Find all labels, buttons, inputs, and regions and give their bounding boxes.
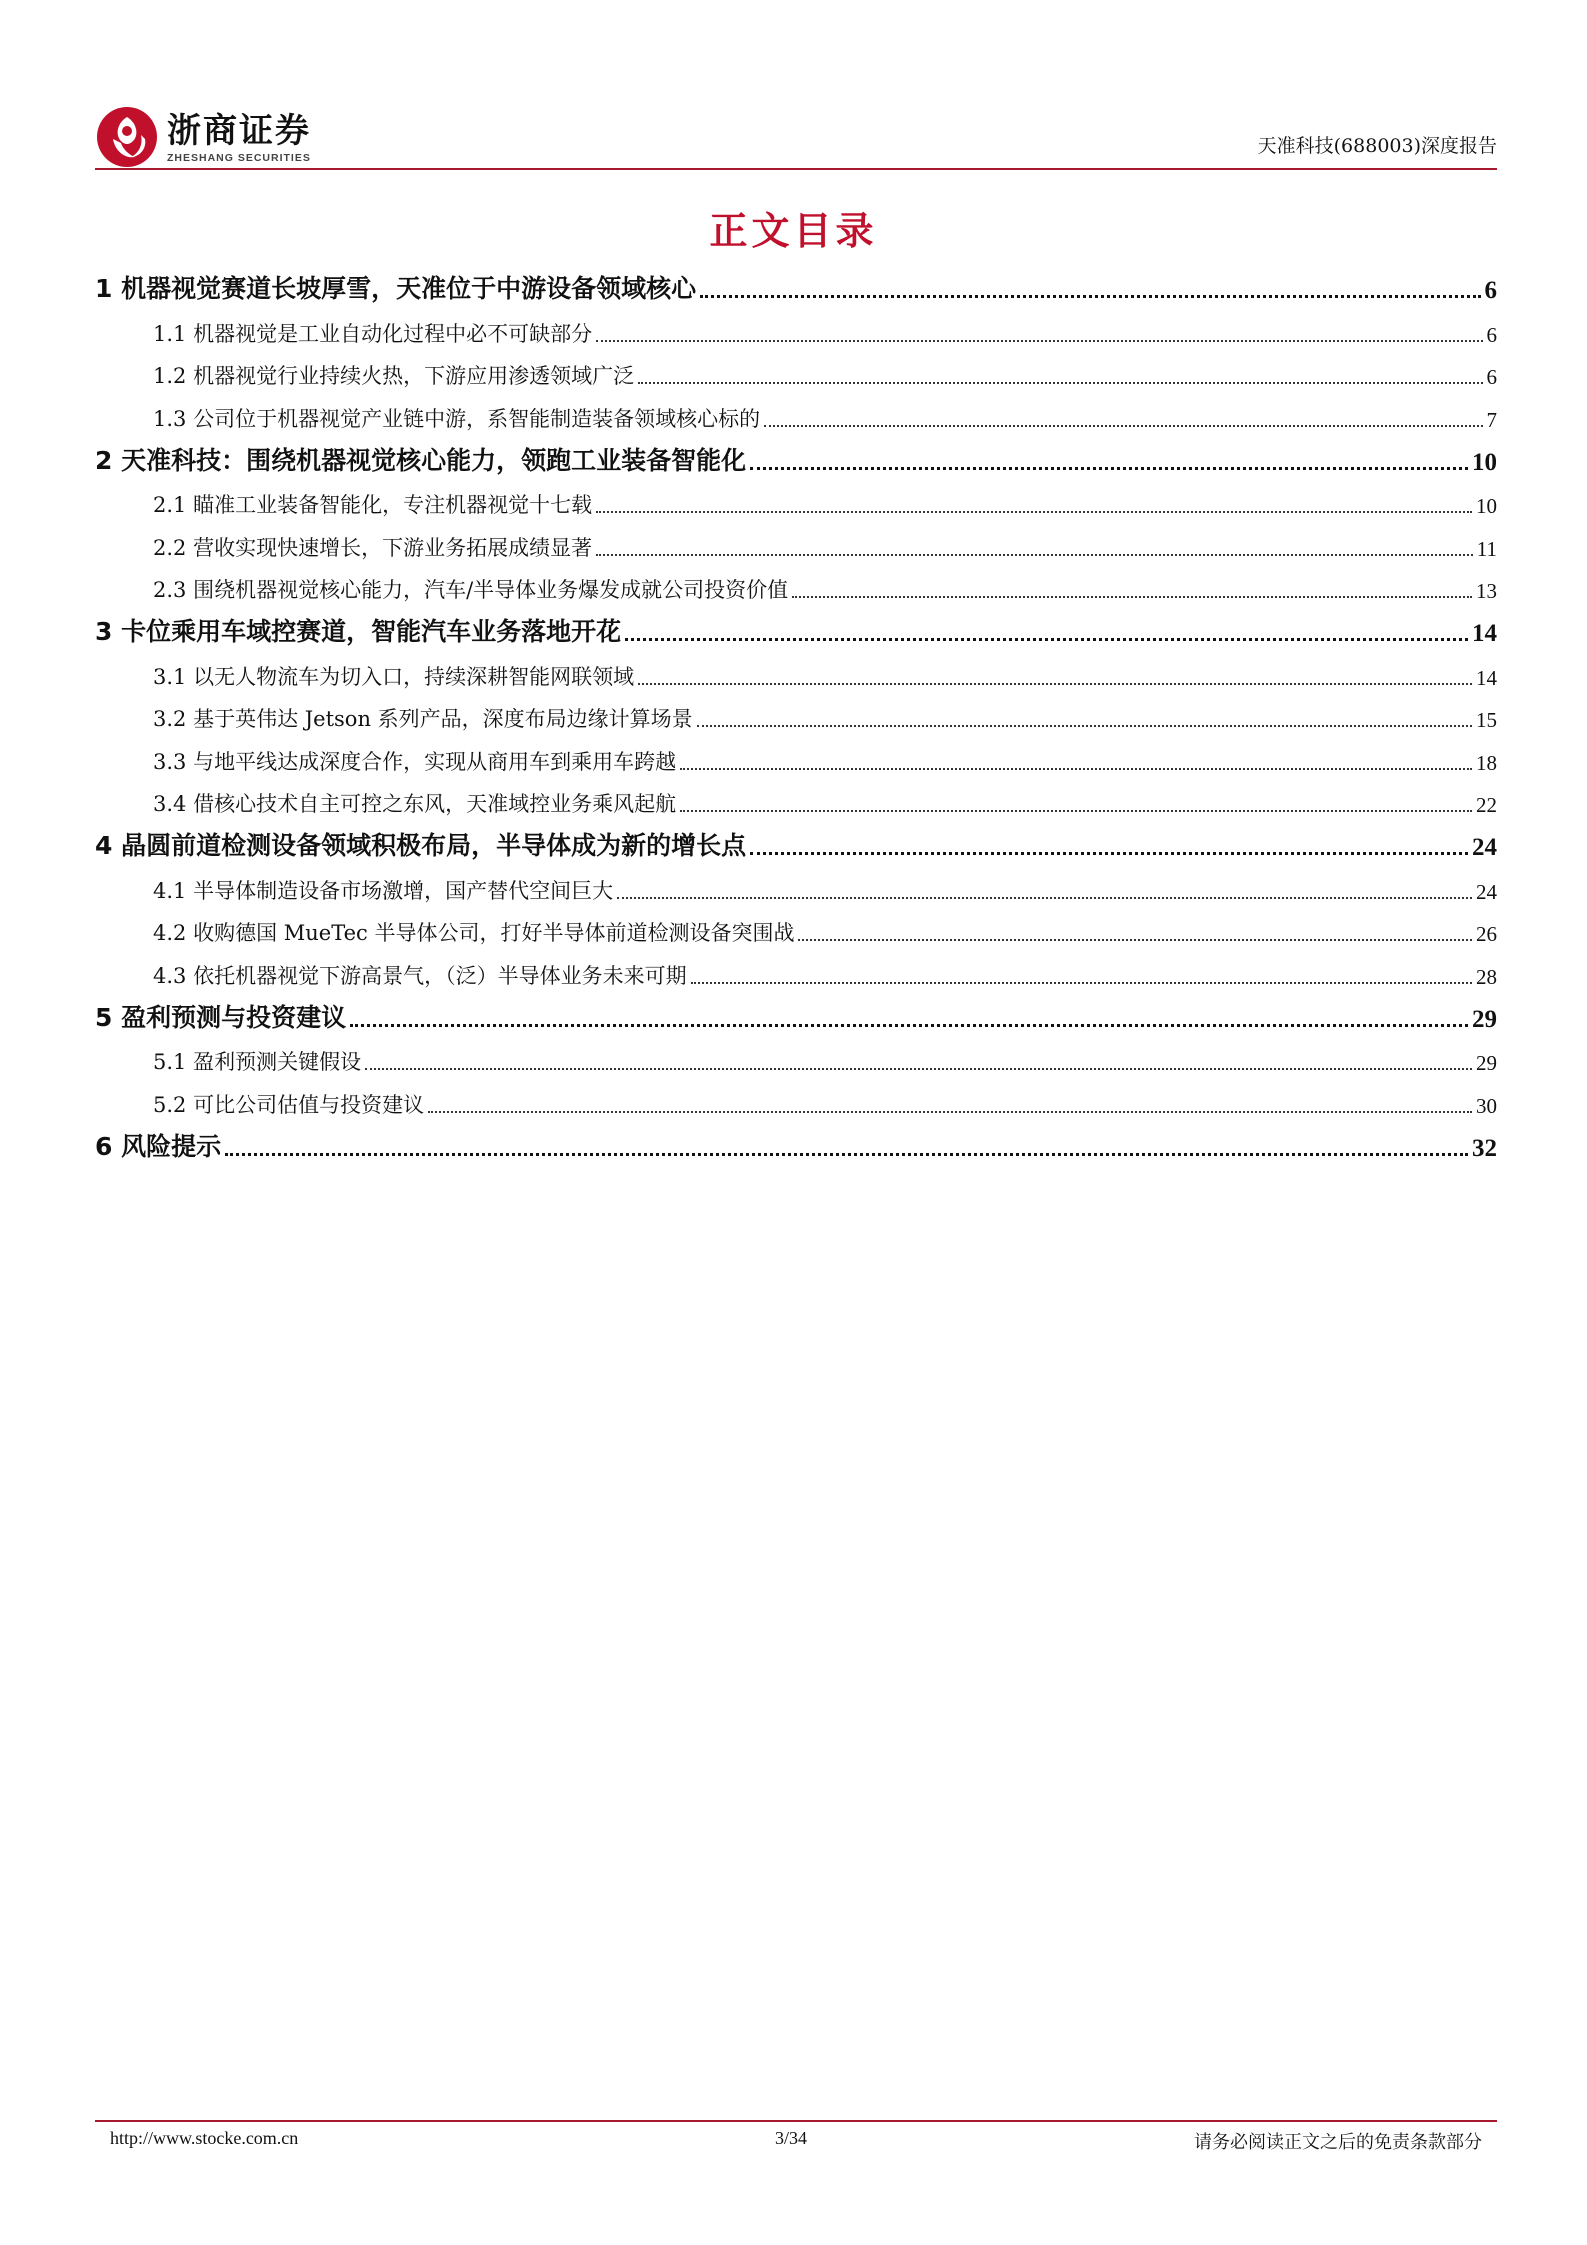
toc-entry-title: 6 风险提示 (95, 1131, 222, 1161)
toc-entry-page: 30 (1476, 1093, 1497, 1118)
toc-entry-page: 28 (1476, 964, 1497, 989)
toc-entry-title: 3 卡位乘用车域控赛道，智能汽车业务落地开花 (95, 617, 622, 646)
toc-entry-title: 3.2 基于英伟达 Jetson 系列产品，深度布局边缘计算场景 (153, 707, 693, 731)
toc-entry-page: 13 (1476, 579, 1497, 603)
toc-section-entry[interactable] (95, 352, 1497, 395)
toc-entry-title: 2.2 营收实现快速增长，下游业务拓展成绩显著 (153, 535, 593, 560)
toc-entry-page: 29 (1472, 1005, 1497, 1033)
toc-section-entry[interactable] (95, 394, 1497, 437)
toc-entry-title: 5.1 盈利预测关键假设 (153, 1050, 362, 1074)
toc-entry-page: 26 (1476, 922, 1497, 946)
toc-entry-title: 1 机器视觉赛道长坡厚雪，天准位于中游设备领域核心 (95, 274, 697, 303)
toc-dot-leader (764, 425, 1482, 427)
toc-section-entry[interactable] (95, 866, 1497, 909)
toc-dot-leader (428, 1111, 1472, 1113)
toc-entry-title: 2.1 瞄准工业装备智能化，专注机器视觉十七载 (153, 493, 593, 517)
header-divider (95, 168, 1497, 170)
footer-divider (95, 2120, 1497, 2122)
toc-dot-leader (617, 897, 1472, 899)
toc-section-entry[interactable] (95, 566, 1497, 609)
toc-dot-leader (350, 1024, 1468, 1027)
toc-section-entry[interactable] (95, 951, 1497, 994)
toc-dot-leader (680, 768, 1472, 770)
toc-entry-page: 32 (1472, 1134, 1497, 1162)
toc-dot-leader (750, 467, 1468, 470)
toc-entry-page: 6 (1486, 365, 1497, 389)
toc-entry-title: 1.3 公司位于机器视觉产业链中游，系智能制造装备领域核心标的 (153, 406, 761, 431)
toc-dot-leader (700, 295, 1480, 298)
toc-entry-page: 7 (1486, 407, 1497, 432)
toc-section-entry[interactable] (95, 737, 1497, 780)
toc-dot-leader (596, 340, 1482, 342)
toc-chapter-entry[interactable] (95, 822, 1497, 866)
toc-entry-page: 10 (1476, 494, 1497, 518)
toc-entry-page: 18 (1476, 750, 1497, 775)
toc-section-entry[interactable] (95, 523, 1497, 566)
toc-dot-leader (625, 638, 1468, 641)
page-number: 3/34 (775, 2128, 808, 2148)
footer-url[interactable]: http://www.stocke.com.cn (110, 2128, 299, 2148)
toc-chapter-entry[interactable] (95, 437, 1497, 481)
toc-entry-title: 2 天准科技：围绕机器视觉核心能力，领跑工业装备智能化 (95, 445, 747, 475)
logo-chinese-name: 浙商证券 (167, 110, 311, 151)
toc-entry-title: 5.2 可比公司估值与投资建议 (153, 1092, 425, 1117)
zheshang-logo-icon (95, 105, 159, 169)
toc-entry-page: 24 (1476, 879, 1497, 904)
toc-dot-leader (798, 939, 1472, 941)
toc-chapter-entry[interactable] (95, 994, 1497, 1038)
toc-chapter-entry[interactable] (95, 608, 1497, 652)
footer-disclaimer: 请务必阅读正文之后的免责条款部分 (1194, 2132, 1482, 2153)
toc-dot-leader (680, 810, 1472, 812)
toc-entry-title: 4.1 半导体制造设备市场激增，国产替代空间巨大 (153, 878, 614, 903)
toc-entry-title: 3.4 借核心技术自主可控之东风，天准域控业务乘风起航 (153, 792, 677, 816)
toc-dot-leader (691, 982, 1472, 984)
toc-entry-title: 1.2 机器视觉行业持续火热，下游应用渗透领域广泛 (153, 364, 635, 388)
toc-dot-leader (225, 1153, 1468, 1156)
company-logo (95, 105, 311, 169)
toc-entry-page: 24 (1472, 834, 1497, 861)
page-footer (95, 2128, 1497, 2158)
toc-section-entry[interactable] (95, 695, 1497, 738)
toc-section-entry[interactable] (95, 652, 1497, 695)
report-tag: 天准科技(688003)深度报告 (1257, 135, 1497, 157)
toc-entry-title: 3.1 以无人物流车为切入口，持续深耕智能网联领域 (153, 664, 635, 689)
toc-entry-page: 11 (1476, 536, 1497, 561)
toc-dot-leader (638, 683, 1472, 685)
toc-entry-title: 4.3 依托机器视觉下游高景气，（泛）半导体业务未来可期 (153, 963, 687, 988)
toc-entry-page: 6 (1484, 277, 1497, 304)
toc-section-entry[interactable] (95, 309, 1497, 352)
toc-entry-title: 2.3 围绕机器视觉核心能力，汽车/半导体业务爆发成就公司投资价值 (153, 578, 789, 602)
toc-dot-leader (750, 852, 1468, 855)
toc-entry-page: 6 (1486, 322, 1497, 347)
toc-chapter-entry[interactable] (95, 265, 1497, 309)
toc-section-entry[interactable] (95, 481, 1497, 524)
toc-section-entry[interactable] (95, 909, 1497, 952)
toc-dot-leader (365, 1068, 1472, 1070)
toc-entry-title: 4.2 收购德国 MueTec 半导体公司，打好半导体前道检测设备突围战 (153, 921, 795, 945)
toc-entry-title: 5 盈利预测与投资建议 (95, 1002, 347, 1032)
toc-entry-title: 4 晶圆前道检测设备领域积极布局，半导体成为新的增长点 (95, 831, 747, 860)
toc-section-entry[interactable] (95, 780, 1497, 823)
toc-chapter-entry[interactable] (95, 1123, 1497, 1167)
toc-dot-leader (697, 725, 1472, 727)
toc-entry-title: 1.1 机器视觉是工业自动化过程中必不可缺部分 (153, 321, 593, 346)
toc-section-entry[interactable] (95, 1080, 1497, 1123)
toc-dot-leader (596, 554, 1473, 556)
page-header (95, 95, 1497, 170)
toc-entry-page: 15 (1476, 708, 1497, 732)
toc-dot-leader (792, 596, 1472, 598)
toc-entry-page: 29 (1476, 1051, 1497, 1075)
toc-entry-page: 14 (1472, 620, 1497, 647)
logo-english-name: ZHESHANG SECURITIES (167, 151, 311, 164)
toc-title: 正文目录 (709, 209, 878, 253)
toc-entry-page: 14 (1476, 665, 1497, 690)
toc-dot-leader (596, 511, 1472, 513)
toc-entry-page: 22 (1476, 793, 1497, 817)
toc-dot-leader (638, 382, 1482, 384)
toc-entry-title: 3.3 与地平线达成深度合作，实现从商用车到乘用车跨越 (153, 749, 677, 774)
table-of-contents (95, 265, 1497, 1167)
toc-entry-page: 10 (1472, 448, 1497, 476)
toc-section-entry[interactable] (95, 1038, 1497, 1081)
